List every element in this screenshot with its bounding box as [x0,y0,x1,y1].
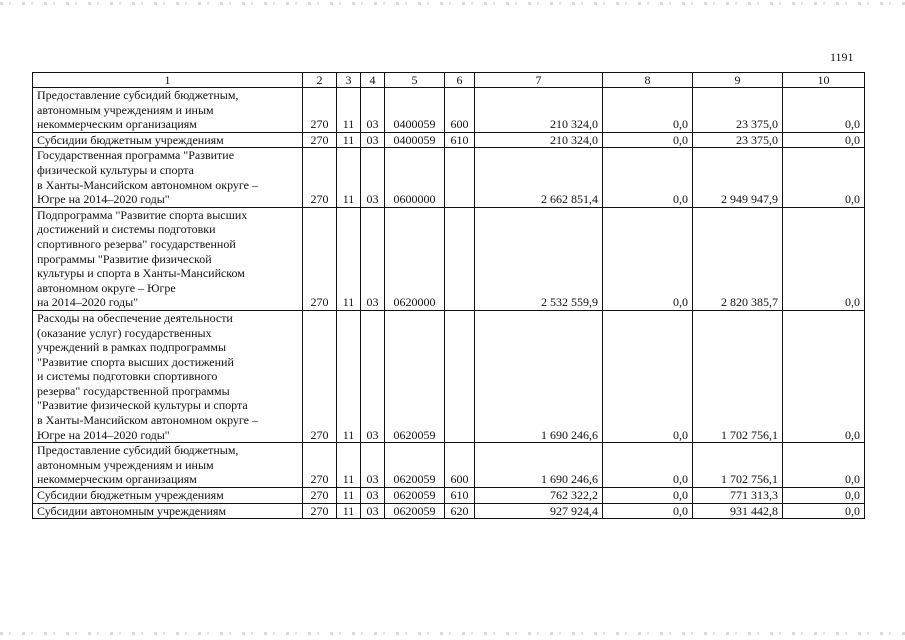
table-row [33,148,865,207]
amount-col7: 210 324,0 [475,88,603,133]
target-item-code: 0620059 [385,310,445,442]
ministry-code: 270 [303,310,337,442]
amount-col8: 0,0 [603,443,693,488]
ministry-code: 270 [303,503,337,519]
ministry-code: 270 [303,207,337,310]
target-item-code: 0400059 [385,88,445,133]
column-header: 2 [303,73,337,88]
amount-col8: 0,0 [603,310,693,442]
section-code: 11 [337,88,361,133]
column-header: 4 [361,73,385,88]
column-header: 9 [693,73,783,88]
expense-name: Субсидии автономным учреждениям [33,503,303,519]
amount-col10: 0,0 [783,488,865,504]
table-row [33,88,865,133]
amount-col7: 210 324,0 [475,132,603,148]
amount-col10: 0,0 [783,207,865,310]
amount-col7: 2 532 559,9 [475,207,603,310]
expense-type-code: 600 [445,443,475,488]
section-code: 11 [337,503,361,519]
table-row [33,503,865,519]
amount-col10: 0,0 [783,443,865,488]
amount-col7: 2 662 851,4 [475,148,603,207]
amount-col7: 927 924,4 [475,503,603,519]
ministry-code: 270 [303,443,337,488]
amount-col9: 931 442,8 [693,503,783,519]
amount-col9: 771 313,3 [693,488,783,504]
column-header: 5 [385,73,445,88]
budget-table [32,72,865,519]
expense-type-code [445,310,475,442]
amount-col8: 0,0 [603,488,693,504]
amount-col7: 1 690 246,6 [475,443,603,488]
table-row [33,132,865,148]
amount-col10: 0,0 [783,88,865,133]
target-item-code: 0600000 [385,148,445,207]
amount-col7: 762 322,2 [475,488,603,504]
table-row [33,443,865,488]
amount-col8: 0,0 [603,503,693,519]
table-row [33,310,865,442]
amount-col10: 0,0 [783,148,865,207]
expense-type-code [445,148,475,207]
scan-artifact-bottom [0,632,905,635]
amount-col10: 0,0 [783,503,865,519]
target-item-code: 0620000 [385,207,445,310]
target-item-code: 0620059 [385,503,445,519]
subsection-code: 03 [361,132,385,148]
amount-col8: 0,0 [603,207,693,310]
column-header: 10 [783,73,865,88]
expense-name: Государственная программа "Развитие физической культуры и спорта в Ханты-Мансийском автономном округе – Югре на 2014–2020 годы" [33,148,303,207]
target-item-code: 0620059 [385,488,445,504]
amount-col7: 1 690 246,6 [475,310,603,442]
expense-name: Подпрограмма "Развитие спорта высших достижений и системы подготовки спортивного резерва" государственной программы "Развитие физической культуры и спорта в Ханты-Мансийском автономном округе – Югре на 2014–2020 годы" [33,207,303,310]
table-header-row [33,73,865,88]
table-row [33,488,865,504]
amount-col9: 23 375,0 [693,132,783,148]
amount-col8: 0,0 [603,132,693,148]
expense-type-code: 600 [445,88,475,133]
ministry-code: 270 [303,488,337,504]
subsection-code: 03 [361,310,385,442]
ministry-code: 270 [303,88,337,133]
subsection-code: 03 [361,488,385,504]
amount-col10: 0,0 [783,310,865,442]
expense-name: Предоставление субсидий бюджетным, автономным учреждениям и иным некоммерческим организациям [33,88,303,133]
expense-name: Предоставление субсидий бюджетным, автономным учреждениям и иным некоммерческим организациям [33,443,303,488]
expense-type-code: 620 [445,503,475,519]
expense-type-code: 610 [445,132,475,148]
column-header: 1 [33,73,303,88]
amount-col9: 23 375,0 [693,88,783,133]
expense-name: Субсидии бюджетным учреждениям [33,488,303,504]
target-item-code: 0620059 [385,443,445,488]
subsection-code: 03 [361,148,385,207]
target-item-code: 0400059 [385,132,445,148]
column-header: 6 [445,73,475,88]
expense-name: Субсидии бюджетным учреждениям [33,132,303,148]
subsection-code: 03 [361,443,385,488]
scan-artifact-top [0,2,905,5]
section-code: 11 [337,310,361,442]
subsection-code: 03 [361,88,385,133]
subsection-code: 03 [361,503,385,519]
amount-col8: 0,0 [603,148,693,207]
column-header: 3 [337,73,361,88]
ministry-code: 270 [303,148,337,207]
expense-type-code [445,207,475,310]
amount-col10: 0,0 [783,132,865,148]
amount-col9: 1 702 756,1 [693,443,783,488]
section-code: 11 [337,207,361,310]
section-code: 11 [337,443,361,488]
amount-col9: 2 820 385,7 [693,207,783,310]
page-number: 1191 [830,50,854,64]
ministry-code: 270 [303,132,337,148]
expense-name: Расходы на обеспечение деятельности (оказание услуг) государственных учреждений в рамках подпрограммы "Развитие спорта высших достижений и системы подготовки спортивного резерва" государственной программы "Развитие физической культуры и спорта в Ханты-Мансийском автономном округе – Югре на 2014–2020 годы" [33,310,303,442]
section-code: 11 [337,148,361,207]
subsection-code: 03 [361,207,385,310]
section-code: 11 [337,488,361,504]
table-row [33,207,865,310]
amount-col9: 2 949 947,9 [693,148,783,207]
amount-col9: 1 702 756,1 [693,310,783,442]
section-code: 11 [337,132,361,148]
column-header: 8 [603,73,693,88]
expense-type-code: 610 [445,488,475,504]
column-header: 7 [475,73,603,88]
amount-col8: 0,0 [603,88,693,133]
